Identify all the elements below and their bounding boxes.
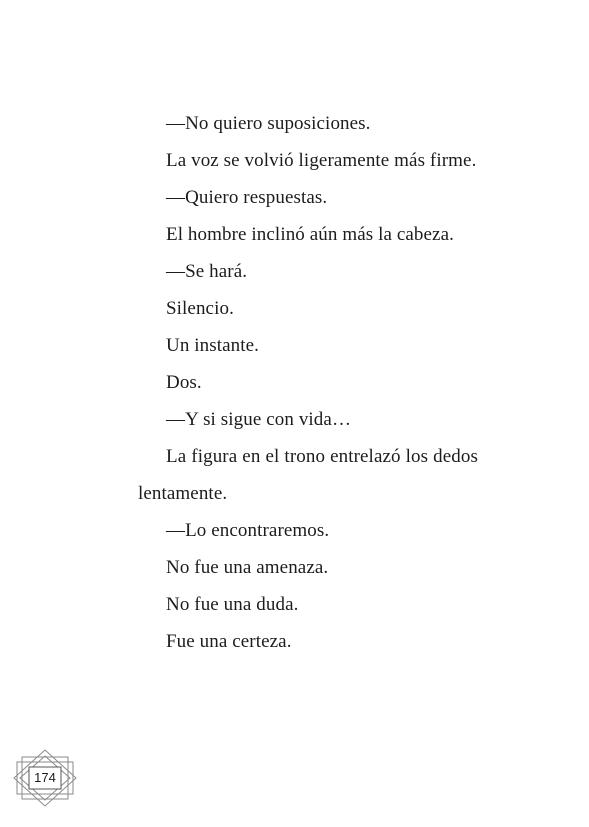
paragraph: —Quiero respuestas. <box>166 187 328 208</box>
paragraph: Un instante. <box>166 335 260 356</box>
paragraph: No fue una duda. <box>166 594 299 615</box>
paragraph: —No quiero suposiciones. <box>166 113 371 134</box>
paragraph: La voz se volvió ligeramente más firme. <box>166 150 477 171</box>
page-number: 174 <box>34 770 56 785</box>
body-text <box>138 105 478 660</box>
paragraph: No fue una amenaza. <box>166 557 329 578</box>
paragraph: Silencio. <box>166 298 234 319</box>
page-number-emblem <box>10 748 80 808</box>
paragraph: —Lo encontraremos. <box>166 520 330 541</box>
paragraph: Dos. <box>166 372 202 393</box>
paragraph: —Se hará. <box>166 261 248 282</box>
paragraph: La figura en el trono entrelazó los dedos lentamente. <box>138 446 478 504</box>
paragraph: El hombre inclinó aún más la cabeza. <box>166 224 454 245</box>
paragraph: Fue una certeza. <box>166 631 292 652</box>
paragraph: —Y si sigue con vida… <box>166 409 352 430</box>
